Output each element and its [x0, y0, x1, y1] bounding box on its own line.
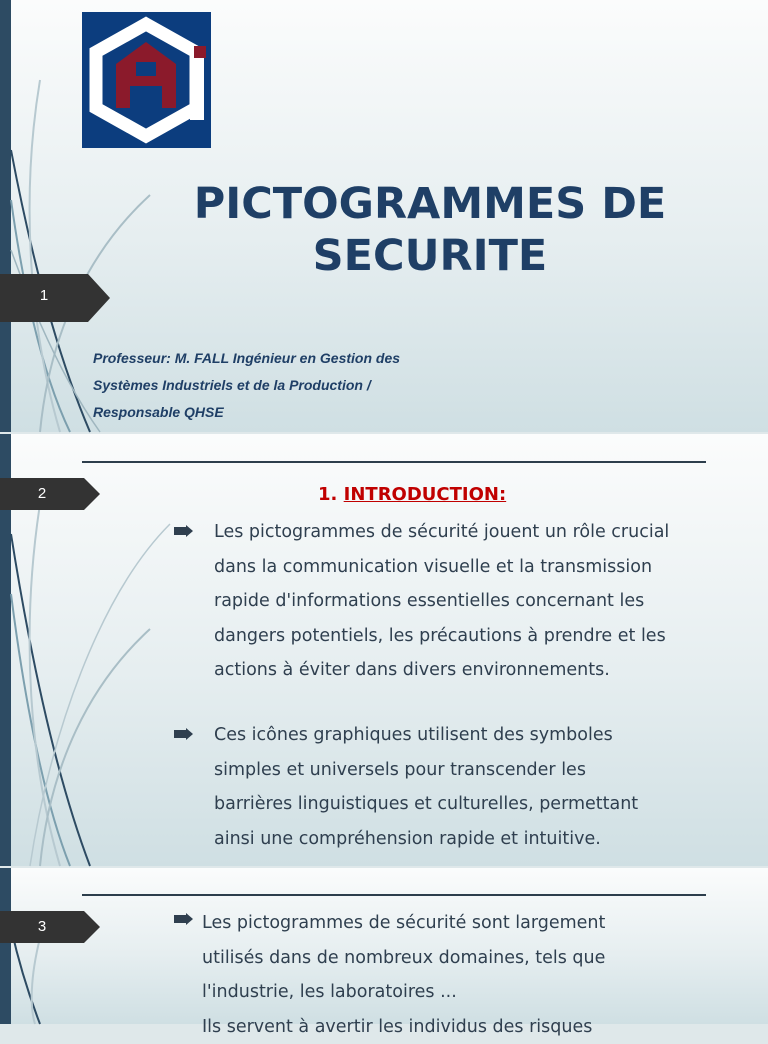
heading-text: INTRODUCTION: — [344, 484, 507, 505]
horizontal-rule — [82, 894, 706, 896]
bullet-line: dangers potentiels, les précautions à prendre et les — [214, 619, 734, 654]
author-line: Professeur: M. FALL Ingénieur en Gestion des — [93, 345, 433, 372]
slide-number: 1 — [0, 287, 88, 304]
slide-3[interactable] — [0, 868, 768, 1024]
slide-1[interactable] — [0, 0, 768, 432]
bullet-line: rapide d'informations essentielles concernant les — [214, 584, 734, 619]
arrow-bullet-icon — [174, 913, 194, 925]
bullet-line: l'industrie, les laboratoires ... — [202, 975, 742, 1010]
bullet-line: dans la communication visuelle et la transmission — [214, 550, 734, 585]
slide-number: 3 — [0, 918, 84, 935]
bullet-line: barrières linguistiques et culturelles, permettant — [214, 787, 734, 822]
bullet-line: Les pictogrammes de sécurité sont largement — [202, 906, 742, 941]
company-logo — [82, 12, 211, 148]
bullet-line: Les pictogrammes de sécurité jouent un rôle crucial — [214, 515, 734, 550]
arrow-bullet-icon — [174, 728, 194, 740]
author-line: Systèmes Industriels et de la Production / — [93, 372, 433, 399]
section-heading — [318, 484, 506, 505]
heading-number: 1. — [318, 484, 337, 505]
author-line: Responsable QHSE — [93, 399, 433, 426]
bullet-line: utilisés dans de nombreux domaines, tels que — [202, 941, 742, 976]
author-info — [93, 345, 433, 426]
slide-2[interactable] — [0, 434, 768, 866]
arrow-bullet-icon — [174, 525, 194, 537]
page-title — [140, 178, 720, 282]
bullet-line: ainsi une compréhension rapide et intuitive. — [214, 822, 734, 857]
title-line: SECURITE — [140, 230, 720, 282]
bullet-line: Ils servent à avertir les individus des risques — [202, 1010, 742, 1044]
bullet-line: Ces icônes graphiques utilisent des symboles — [214, 718, 734, 753]
slide-number-tag — [0, 274, 100, 318]
slide-number-tag — [0, 478, 100, 522]
title-line: PICTOGRAMMES DE — [140, 178, 720, 230]
bullet-line: actions à éviter dans divers environnements. — [214, 653, 734, 688]
horizontal-rule — [82, 461, 706, 463]
slide-number-tag — [0, 911, 100, 955]
slide-number: 2 — [0, 485, 84, 502]
bullet-line: simples et universels pour transcender les — [214, 753, 734, 788]
